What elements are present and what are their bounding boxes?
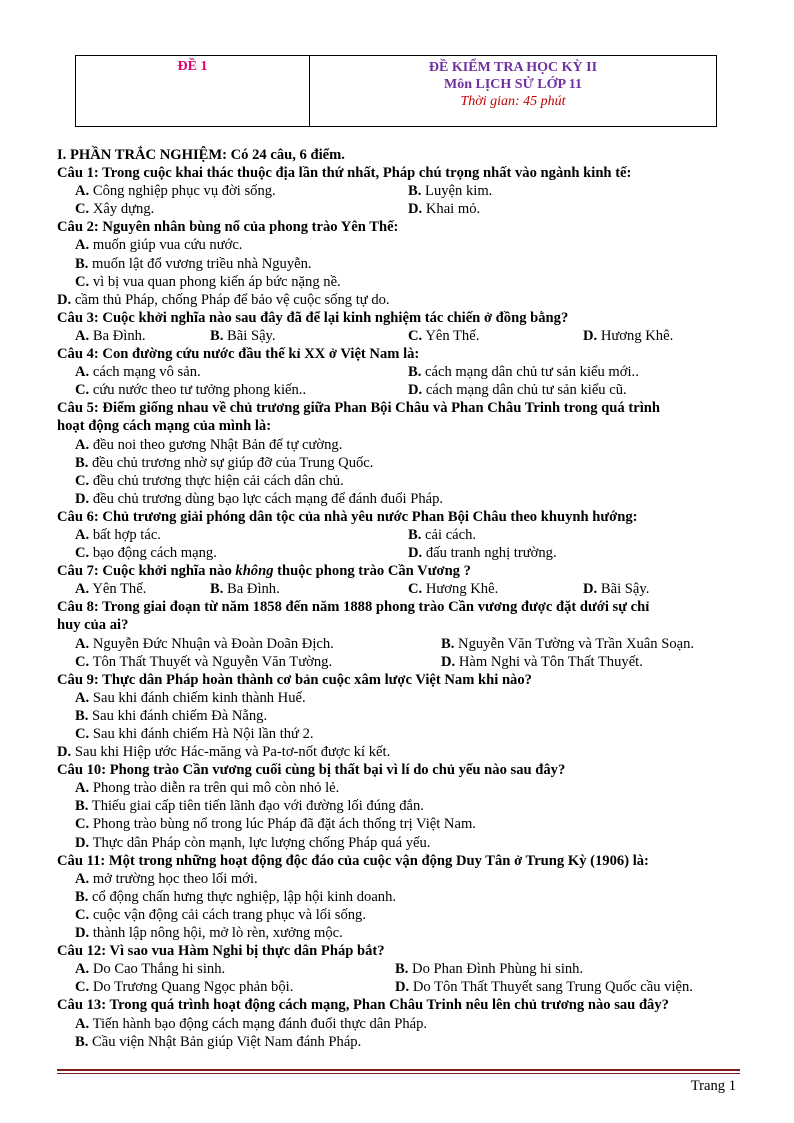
q4-options-row2 bbox=[57, 381, 737, 399]
q13-option-b: B. Cầu viện Nhật Bản giúp Việt Nam đánh Pháp. bbox=[75, 1033, 362, 1050]
question-5-cont: hoạt động cách mạng của mình là: bbox=[57, 418, 272, 435]
question-6: Câu 6: Chủ trương giải phóng dân tộc của nhà yêu nước Phan Bội Châu theo khuynh hướng: bbox=[57, 508, 638, 525]
question-12: Câu 12: Vì sao vua Hàm Nghi bị thực dân Pháp bắt? bbox=[57, 943, 385, 960]
q2-option-a: A. muốn giúp vua cứu nước. bbox=[75, 237, 243, 254]
q4-option-b: B. cách mạng dân chủ tư sản kiểu mới.. bbox=[408, 364, 639, 381]
q3-option-d: D. Hương Khê. bbox=[583, 327, 674, 344]
q12-option-c: C. Do Trương Quang Ngọc phản bội. bbox=[75, 979, 294, 996]
q6-options-row1 bbox=[57, 526, 737, 544]
question-11: Câu 11: Một trong những hoạt động độc đáo của cuộc vận động Duy Tân ở Trung Kỳ (1906) là: bbox=[57, 852, 649, 869]
footer-rule-thin bbox=[57, 1073, 740, 1074]
question-13: Câu 13: Trong quá trình hoạt động cách mạng, Phan Châu Trinh nêu lên chủ trương nào sau đây? bbox=[57, 997, 669, 1014]
q4-option-a: A. cách mạng vô sản. bbox=[75, 364, 201, 381]
q3-option-a: A. Ba Đình. bbox=[75, 327, 146, 344]
q6-option-b: B. cải cách. bbox=[408, 526, 477, 543]
q4-option-d: D. cách mạng dân chủ tư sản kiểu cũ. bbox=[408, 382, 627, 399]
q13-option-a: A. Tiến hành bạo động cách mạng đánh đuổi thực dân Pháp. bbox=[75, 1015, 428, 1032]
question-10: Câu 10: Phong trào Cần vương cuối cùng bị thất bại vì lí do chủ yếu nào sau đây? bbox=[57, 762, 566, 779]
section-title: I. PHẦN TRẮC NGHIỆM: Có 24 câu, 6 điểm. bbox=[57, 147, 345, 163]
q11-option-d: D. thành lập nông hội, mở lò rèn, xưởng mộc. bbox=[75, 925, 343, 942]
q4-option-c: C. cứu nước theo tư tưởng phong kiến.. bbox=[75, 382, 307, 399]
q6-option-d: D. đấu tranh nghị trường. bbox=[408, 545, 557, 562]
q10-option-d: D. Thực dân Pháp còn mạnh, lực lượng chống Pháp quá yếu. bbox=[75, 834, 431, 851]
q1-option-c: C. Xây dựng. bbox=[75, 201, 155, 218]
q5-option-c: C. đều chủ trương thực hiện cải cách dân chủ. bbox=[75, 472, 344, 489]
q5-option-a: A. đều noi theo gương Nhật Bản để tự cường. bbox=[75, 436, 343, 453]
q6-option-c: C. bạo động cách mạng. bbox=[75, 545, 217, 562]
q4-options-row1 bbox=[57, 363, 737, 381]
exam-subject: Môn LỊCH SỬ LỚP 11 bbox=[444, 77, 582, 92]
question-9: Câu 9: Thực dân Pháp hoàn thành cơ bản cuộc xâm lược Việt Nam khi nào? bbox=[57, 671, 532, 688]
q9-option-a: A. Sau khi đánh chiếm kinh thành Huế. bbox=[75, 689, 306, 706]
q2-option-d: D. cầm thủ Pháp, chống Pháp để bảo vệ cuộc sống tự do. bbox=[57, 291, 390, 308]
q7-options-row bbox=[57, 580, 737, 598]
q7-option-b: B. Ba Đình. bbox=[210, 581, 280, 598]
q8-option-c: C. Tôn Thất Thuyết và Nguyễn Văn Tường. bbox=[75, 653, 333, 670]
q10-option-a: A. Phong trào diễn ra trên qui mô còn nhỏ lẻ. bbox=[75, 780, 340, 797]
q12-options-row1 bbox=[57, 960, 737, 978]
header-table bbox=[75, 55, 717, 127]
q7-option-a: A. Yên Thế. bbox=[75, 581, 147, 598]
q8-options-row1 bbox=[57, 635, 737, 653]
question-7: Câu 7: Cuộc khởi nghĩa nào không thuộc phong trào Cần Vương ? bbox=[57, 563, 471, 580]
q9-option-c: C. Sau khi đánh chiếm Hà Nội lần thứ 2. bbox=[75, 726, 314, 742]
question-1: Câu 1: Trong cuộc khai thác thuộc địa lần thứ nhất, Pháp chú trọng nhất vào ngành kinh tế: bbox=[57, 165, 632, 182]
footer-rule-thick bbox=[57, 1069, 740, 1071]
q9-option-d: D. Sau khi Hiệp ước Hác-măng và Pa-tơ-nốt được kí kết. bbox=[57, 744, 391, 761]
q3-option-b: B. Bãi Sậy. bbox=[210, 327, 276, 344]
q12-option-b: B. Do Phan Đình Phùng hi sinh. bbox=[395, 961, 584, 978]
question-4: Câu 4: Con đường cứu nước đầu thế kỉ XX ở Việt Nam là: bbox=[57, 346, 420, 363]
q11-option-a: A. mở trường học theo lối mới. bbox=[75, 870, 258, 887]
question-8-cont: huy của ai? bbox=[57, 617, 129, 634]
question-3: Câu 3: Cuộc khởi nghĩa nào sau đây đã để lại kinh nghiệm tác chiến ở đồng bằng? bbox=[57, 309, 569, 326]
q6-options-row2 bbox=[57, 544, 737, 562]
q8-options-row2 bbox=[57, 653, 737, 671]
question-2: Câu 2: Nguyên nhân bùng nổ của phong trào Yên Thế: bbox=[57, 219, 399, 236]
q5-option-d: D. đều chủ trương dùng bạo lực cách mạng để đánh đuổi Pháp. bbox=[75, 490, 444, 507]
q11-option-c: C. cuộc vận động cải cách trang phục và lối sống. bbox=[75, 906, 366, 923]
q1-option-b: B. Luyện kim. bbox=[408, 183, 493, 200]
exam-time: Thời gian: 45 phút bbox=[460, 94, 566, 109]
exam-title: ĐỀ KIỂM TRA HỌC KỲ II bbox=[428, 60, 598, 75]
q8-option-d: D. Hàm Nghi và Tôn Thất Thuyết. bbox=[441, 653, 643, 670]
q1-option-d: D. Khai mỏ. bbox=[408, 201, 481, 218]
q8-option-b: B. Nguyễn Văn Tường và Trần Xuân Soạn. bbox=[441, 635, 695, 652]
q7-option-c: C. Hương Khê. bbox=[408, 581, 499, 598]
q3-option-c: C. Yên Thế. bbox=[408, 327, 480, 344]
q7-emphasis: không bbox=[235, 563, 274, 580]
exam-content bbox=[57, 146, 737, 1051]
q6-option-a: A. bất hợp tác. bbox=[75, 526, 161, 543]
q10-option-b: B. Thiếu giai cấp tiên tiến lãnh đạo với đường lối đúng đắn. bbox=[75, 798, 424, 815]
q10-option-c: C. Phong trào bùng nổ trong lúc Pháp đã đặt ách thống trị Việt Nam. bbox=[75, 816, 476, 833]
question-8: Câu 8: Trong giai đoạn từ năm 1858 đến năm 1888 phong trào Cần vương được đặt dưới sự chỉ bbox=[57, 599, 650, 616]
question-5: Câu 5: Điểm giống nhau về chủ trương giữa Phan Bội Châu và Phan Châu Trinh trong quá trình bbox=[57, 400, 660, 417]
q11-option-b: B. cổ động chấn hưng thực nghiệp, lập hội kinh doanh. bbox=[75, 888, 397, 905]
q1-option-a: A. Công nghiệp phục vụ đời sống. bbox=[75, 183, 276, 200]
q9-option-b: B. Sau khi đánh chiếm Đà Nẵng. bbox=[75, 707, 268, 724]
q12-option-d: D. Do Tôn Thất Thuyết sang Trung Quốc cầu viện. bbox=[395, 979, 693, 996]
exam-heading bbox=[310, 56, 716, 126]
q1-options-row2 bbox=[57, 200, 737, 218]
q5-option-b: B. đều chủ trương nhờ sự giúp đỡ của Trung Quốc. bbox=[75, 454, 374, 471]
q1-options-row1 bbox=[57, 182, 737, 200]
exam-code: ĐỀ 1 bbox=[76, 56, 310, 126]
q8-option-a: A. Nguyễn Đức Nhuận và Đoàn Doãn Địch. bbox=[75, 635, 334, 652]
q3-options-row bbox=[57, 327, 737, 345]
q12-options-row2 bbox=[57, 978, 737, 996]
q7-option-d: D. Bãi Sậy. bbox=[583, 581, 650, 598]
q12-option-a: A. Do Cao Thắng hi sinh. bbox=[75, 961, 226, 978]
q2-option-c: C. vì bị vua quan phong kiến áp bức nặng nề. bbox=[75, 273, 341, 290]
page-number: Trang 1 bbox=[690, 1078, 736, 1094]
q2-option-b: B. muốn lật đổ vương triều nhà Nguyễn. bbox=[75, 255, 312, 272]
